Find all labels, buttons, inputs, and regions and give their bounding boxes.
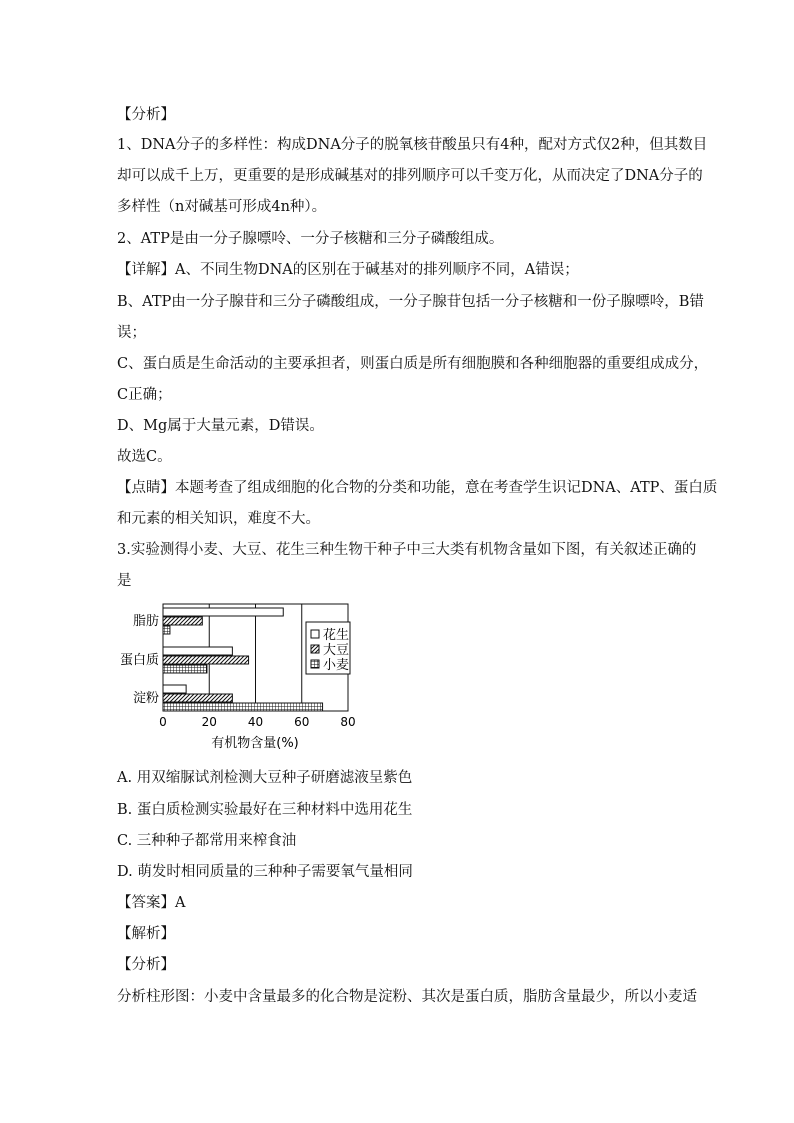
text-line: 是 [117,573,132,589]
tick-label: 60 [294,715,310,729]
bar-小麦-脂肪 [163,626,170,634]
text-line: 2、ATP是由一分子腺嘌呤、一分子核糖和三分子磷酸组成。 [117,231,504,247]
legend-swatch [311,630,319,638]
chart-xlabel: 有机物含量(%) [211,736,299,751]
text-line: 分析柱形图：小麦中含量最多的化合物是淀粉、其次是蛋白质，脂肪含量最少，所以小麦适 [117,989,697,1005]
text-line: 【点睛】本题考查了组成细胞的化合物的分类和功能，意在考查学生识记DNA、ATP、蛋白质 [117,480,718,496]
text-line: 多样性（n对碱基可形成4n种）。 [117,199,327,215]
tick-label: 80 [340,715,356,729]
category-label: 脂肪 [132,614,159,629]
text-line: 1、DNA分子的多样性：构成DNA分子的脱氧核苷酸虽只有4种，配对方式仅2种，但其数目 [117,137,708,153]
text-line: 【详解】A、不同生物DNA的区别在于碱基对的排列顺序不同，A错误； [117,262,579,278]
legend-swatch [311,645,319,653]
legend-label: 小麦 [323,658,350,673]
answer-line: 【答案】A [117,895,186,911]
tick-label: 0 [159,715,167,729]
bar-大豆-淀粉 [163,694,232,702]
choice-option: D. 萌发时相同质量的三种种子需要氧气量相同 [117,864,413,880]
bar-小麦-蛋白质 [163,665,207,673]
tick-label: 20 [201,715,217,729]
text-line: 【分析】 [117,107,175,123]
category-label: 淀粉 [132,691,159,706]
text-line: C、蛋白质是生命活动的主要承担者，则蛋白质是所有细胞膜和各种细胞器的重要组成成分， [117,356,709,372]
bar-大豆-蛋白质 [163,656,249,664]
text-line: 却可以成千上万，更重要的是形成碱基对的排列顺序可以千变万化，从而决定了DNA分子的 [117,168,703,184]
choice-option: C. 三种种子都常用来榨食油 [117,833,297,849]
bar-花生-脂肪 [163,608,283,616]
text-line: 3.实验测得小麦、大豆、花生三种生物干种子中三大类有机物含量如下图，有关叙述正确的 [117,542,697,558]
chart-category-labels [120,613,159,706]
tick-label: 40 [247,715,264,729]
category-label: 蛋白质 [119,653,159,668]
choice-option: B. 蛋白质检测实验最好在三种材料中选用花生 [117,802,413,818]
text-line: B、ATP由一分子腺苷和三分子磷酸组成，一分子腺苷包括一分子核糖和一份子腺嘌呤，B错 [117,294,704,310]
text-line: 和元素的相关知识，难度不大。 [117,511,320,527]
legend-label: 花生 [323,628,350,643]
bar-花生-淀粉 [163,685,186,693]
choice-option: A. 用双缩脲试剂检测大豆种子研磨滤液呈紫色 [117,770,413,786]
chart-bars [163,608,323,711]
bar-花生-蛋白质 [163,647,232,655]
bar-小麦-淀粉 [163,703,323,711]
legend-label: 大豆 [323,643,350,658]
text-line: 故选C。 [117,449,172,465]
organic-content-chart [110,598,370,758]
text-line: 误； [117,325,146,341]
chart-legend [306,622,350,674]
text-line: C正确； [117,387,172,403]
text-line: 【分析】 [117,957,175,973]
legend-swatch [311,660,319,668]
text-line: 【解析】 [117,926,175,942]
chart-tick-labels [159,715,355,729]
text-line: D、Mg属于大量元素，D错误。 [117,418,324,434]
bar-大豆-脂肪 [163,617,202,625]
